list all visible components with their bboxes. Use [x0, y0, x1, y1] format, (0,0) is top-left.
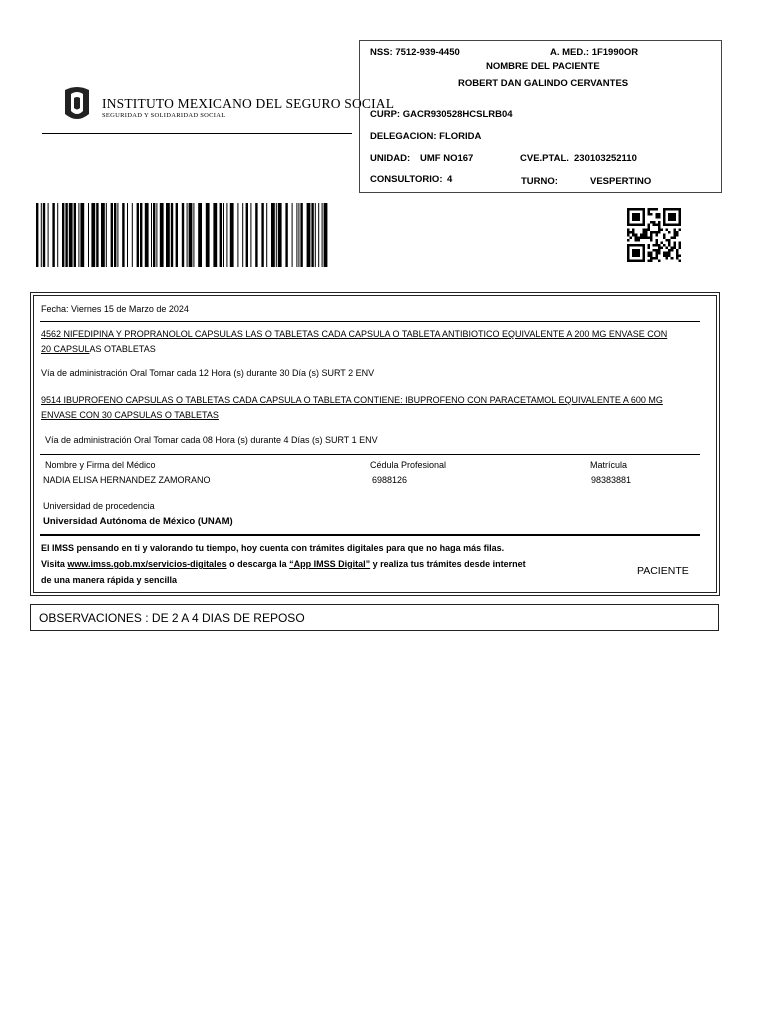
- institution-subtitle: SEGURIDAD Y SOLIDARIDAD SOCIAL: [102, 112, 226, 119]
- doctor-label: Nombre y Firma del Médico: [45, 460, 156, 470]
- doctor-name: NADIA ELISA HERNANDEZ ZAMORANO: [43, 475, 211, 485]
- universidad-label: Universidad de procedencia: [43, 501, 155, 511]
- turno-value: VESPERTINO: [590, 176, 652, 187]
- patient-name-label: NOMBRE DEL PACIENTE: [486, 61, 600, 72]
- matricula-label: Matrícula: [590, 460, 628, 470]
- curp: CURP: GACR930528HCSLRB04: [370, 109, 513, 120]
- universidad-value: Universidad Autónoma de México (UNAM): [43, 516, 233, 527]
- header-divider: [42, 133, 352, 134]
- fecha-divider: [40, 321, 700, 322]
- barcode-icon: [36, 203, 328, 267]
- fecha: Fecha: Viernes 15 de Marzo de 2024: [41, 304, 189, 314]
- institution-name: INSTITUTO MEXICANO DEL SEGURO SOCIAL: [102, 96, 395, 111]
- notice-line3: de una manera rápida y sencilla: [41, 575, 178, 585]
- unidad-label: UNIDAD:: [370, 153, 411, 164]
- doctor-divider: [40, 454, 700, 455]
- med2-description-line2: ENVASE CON 30 CAPSULAS O TABLETAS: [41, 410, 219, 420]
- consultorio-value: 4: [447, 174, 453, 185]
- a-med: A. MED.: 1F1990OR: [550, 47, 639, 58]
- cedula-value: 6988126: [372, 475, 408, 485]
- imss-services-link[interactable]: www.imss.gob.mx/servicios-digitales: [67, 559, 227, 569]
- delegacion: DELEGACION: FLORIDA: [370, 131, 482, 142]
- prescription-box: [30, 292, 720, 596]
- observations-box: [30, 604, 719, 631]
- med1-administration: Vía de administración Oral Tomar cada 12 Hora (s) durante 30 Día (s) SURT 2 ENV: [41, 368, 375, 378]
- notice-line1: El IMSS pensando en ti y valorando tu tiempo, hoy cuenta con trámites digitales para que no haga más filas.: [41, 543, 505, 553]
- med2-administration: Vía de administración Oral Tomar cada 08 Hora (s) durante 4 Días (s) SURT 1 ENV: [45, 435, 378, 445]
- med1-description-line2: 20 CAPSULAS OTABLETAS: [41, 344, 156, 354]
- turno-label: TURNO:: [521, 176, 558, 187]
- unidad-value: UMF NO167: [420, 153, 474, 164]
- consultorio-label: CONSULTORIO:: [370, 174, 443, 185]
- nss: NSS: 7512-939-4450: [370, 47, 460, 58]
- patient-info-box: [359, 40, 722, 193]
- observations-text: OBSERVACIONES : DE 2 A 4 DIAS DE REPOSO: [39, 611, 305, 625]
- patient-name: ROBERT DAN GALINDO CERVANTES: [458, 78, 629, 89]
- med1-description-line1: 4562 NIFEDIPINA Y PROPRANOLOL CAPSULAS LAS O TABLETAS CADA CAPSULA O TABLETA ANTIBIOTICO EQUIVALENTE A 200 MG ENVASE CON: [41, 329, 668, 339]
- med2-description-line1: 9514 IBUPROFENO CAPSULAS O TABLETAS CADA CAPSULA O TABLETA CONTIENE: IBUPROFENO CON PARACETAMOL EQUIVALENTE A 600 MG: [41, 395, 663, 405]
- cedula-label: Cédula Profesional: [370, 460, 447, 470]
- notice-divider: [40, 534, 700, 536]
- imss-logo-icon: [62, 84, 92, 124]
- cve-ptal-value: 230103252110: [574, 153, 637, 164]
- prescription-inner-border: [33, 295, 717, 593]
- qr-code-icon: [627, 208, 681, 262]
- copy-label: PACIENTE: [637, 565, 689, 577]
- cve-ptal-label: CVE.PTAL.: [520, 153, 569, 164]
- notice-line2: Visita www.imss.gob.mx/servicios-digitales o descarga la “App IMSS Digital” y realiza tus trámites desde internet: [41, 559, 526, 569]
- matricula-value: 98383881: [591, 475, 632, 485]
